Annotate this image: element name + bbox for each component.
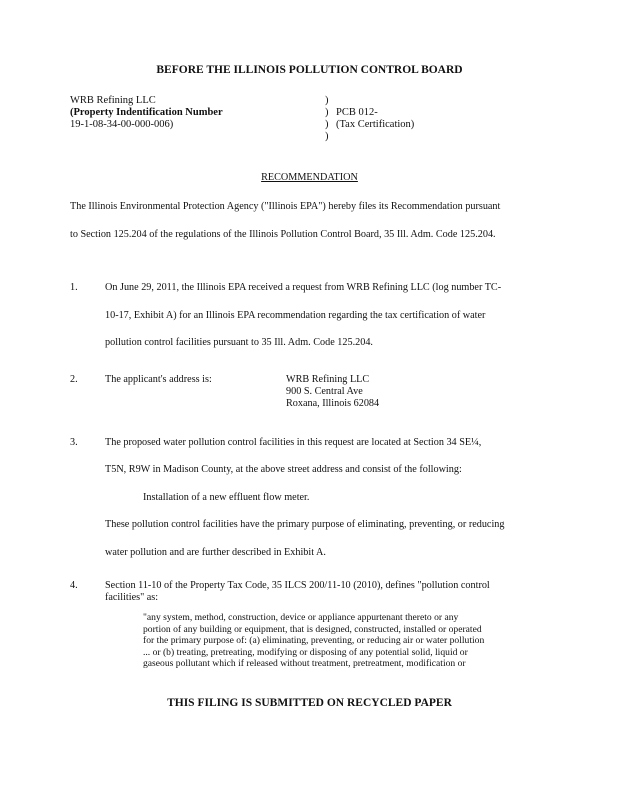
- item-number: 1.: [70, 282, 78, 293]
- item-number: 4.: [70, 580, 78, 591]
- item-line: The proposed water pollution control facilities in this request are located at Section 34 SE¼,: [105, 437, 482, 448]
- petitioner-name: WRB Refining LLC: [70, 95, 156, 106]
- caption-paren: ): [325, 107, 329, 118]
- facility-description: Installation of a new effluent flow meter.: [143, 492, 310, 503]
- address-line: WRB Refining LLC: [286, 374, 370, 385]
- applicant-address: [286, 374, 379, 410]
- item-line: water pollution and are further described in Exhibit A.: [105, 547, 326, 558]
- item-line: Section 11-10 of the Property Tax Code, 35 ILCS 200/11-10 (2010), defines "pollution control: [105, 580, 490, 591]
- item-number: 3.: [70, 437, 78, 448]
- document-title: RECOMMENDATION: [261, 172, 358, 183]
- item-number: 2.: [70, 374, 78, 385]
- caption-paren: ): [325, 119, 329, 130]
- case-caption: [70, 95, 223, 131]
- address-line: Roxana, Illinois 62084: [286, 398, 380, 409]
- quote-line: for the primary purpose of: (a) eliminating, preventing, or reducing air or water pollution: [143, 635, 485, 647]
- item-line: 10-17, Exhibit A) for an Illinois EPA recommendation regarding the tax certification of water: [105, 310, 486, 321]
- address-line: 900 S. Central Ave: [286, 386, 363, 397]
- case-number: PCB 012-: [336, 107, 378, 118]
- address-label: The applicant's address is:: [105, 374, 212, 385]
- item-line: These pollution control facilities have the primary purpose of eliminating, preventing, or reducing: [105, 519, 505, 530]
- caption-paren: ): [325, 131, 329, 142]
- caption-parens: [325, 95, 329, 143]
- document-heading: BEFORE THE ILLINOIS POLLUTION CONTROL BOARD: [156, 64, 463, 76]
- case-type: (Tax Certification): [336, 119, 415, 130]
- quote-line: gaseous pollutant which if released without treatment, pretreatment, modification or: [143, 658, 466, 670]
- item-line: T5N, R9W in Madison County, at the above street address and consist of the following:: [105, 464, 462, 475]
- quote-line: portion of any building or equipment, that is designed, constructed, installed or operated: [143, 623, 482, 635]
- item-line: facilities" as:: [105, 592, 159, 603]
- statutory-quote: [143, 612, 563, 670]
- caption-paren: ): [325, 95, 329, 106]
- pin-value: 19-1-08-34-00-000-006): [70, 119, 174, 130]
- item-line: On June 29, 2011, the Illinois EPA received a request from WRB Refining LLC (log number TC-: [105, 282, 502, 293]
- pin-label: (Property Indentification Number: [70, 107, 223, 118]
- quote-line: ... or (b) treating, pretreating, modifying or disposing of any potential solid, liquid or: [143, 646, 468, 658]
- intro-line: to Section 125.204 of the regulations of the Illinois Pollution Control Board, 35 Ill. Adm. Code 125.204.: [70, 229, 496, 240]
- quote-line: "any system, method, construction, device or appliance appurtenant thereto or any: [143, 612, 459, 623]
- recycled-paper-footer: THIS FILING IS SUBMITTED ON RECYCLED PAPER: [167, 697, 452, 709]
- item-definition-intro: [105, 580, 490, 604]
- item-line: pollution control facilities pursuant to 35 Ill. Adm. Code 125.204.: [105, 337, 373, 348]
- intro-line: The Illinois Environmental Protection Agency ("Illinois EPA") hereby files its Recommendation pursuant: [70, 201, 501, 212]
